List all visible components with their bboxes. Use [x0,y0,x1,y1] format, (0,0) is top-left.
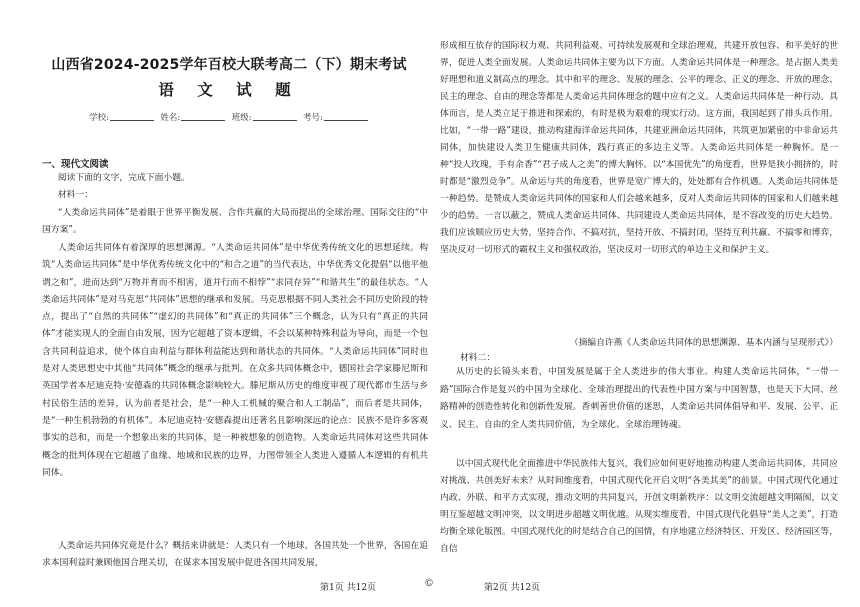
student-info-line [30,111,428,123]
name-blank[interactable] [181,120,225,121]
paragraph-1: “人类命运共同体”是着眼于世界平衡发展、合作共赢的大局而提出的全球治理、国际交往的“中国方案”。 [42,208,428,235]
instruction-text: 阅读下面的文字，完成下面小题。 [57,173,190,183]
paragraph-2: 人类命运共同体有着深厚的思想渊源。“人类命运共同体”是中华优秀传统文化的思想延续。构筑“人类命运共同体”是中华优秀传统文化中的“和合之道”的当代表达，中华优秀文化提倡“以他平他谓之和”，进而达到“万物并育而不相害，道并行而不相悖”“求同存异”“和谐共生”的最佳状态。“人类命运共同体”是对马克思“共同体”思想的继承和发展。马克思根据不同人类社会不同历史阶段的特点，提出了“自然的共同体”“虚幻的共同体”和“真正的共同体”三个概念，认为只有“真正的共同体”才能实现人的全面自由发展，因为它超越了资本逻辑，不会以某种特殊利益为导向，而是一个包含共同利益追求，使个体自由利益与群体利益能达到和谐状态的共同体。“人类命运共同体”同时也是对人类思想史中其他“共同体”概念的继承与批判。在众多共同体概念中，德国社会学家滕尼斯和英国学者本尼迪克特·安德森的共同体概念影响较大。滕尼斯从历史的维度审视了现代都市生活与乡村民俗生活的差异，认为前者是社会，是“一种人工机械的聚合和人工制品”，而后者是共同体，是“一种生机勃勃的有机体”。本尼迪克特·安德森提出还著名且影响深远的论点：民族不是许多客观事实的总和，而是一个想象出来的共同体，是一种被想象的创造物。人类命运共同体对这些共同体概念的批判体现在它超越了血缘、地域和民族的边界，力图带领全人类进入遵循人本逻辑的有机共同体。 [42,243,428,478]
class-label: 班级: [231,113,252,123]
name-label: 姓名: [160,113,181,123]
school-label: 学校: [89,113,110,123]
class-blank[interactable] [253,120,297,121]
exam-subtitle: 语 文 试 题 [158,81,300,99]
right-page-column [440,0,838,607]
left-page-column [30,0,428,607]
copyright-mark: © [424,578,434,589]
paragraph-5: 从历史的长镜头来看，中国发展是属于全人类进步的伟大事业。构建人类命运共同体，“一带一路”国际合作是复兴的中国为全球化、全球治理提出的代表性中国方案与中国智慧，也是天下大同、丝路精神的创造性转化和创新性发展。香刺善世价值的迷思，人类命运共同体倡导和平、发展、公平、正义、民主、自由的全人类共同价值，为全球化、全球治理铸魂。 [440,367,838,430]
material-1-label: 材料一： [57,190,94,200]
paragraph-3: 人类命运共同体究竟是什么？概括来讲就是：人类只有一个地球，各国共处一个世界，各国在追求本国利益时兼顾他国合理关切，在谋求本国发展中促进各国共同发展， [42,541,428,568]
citation: （摘编自许燕《人类命运共同体的思想渊源、基本内涵与呈现形式》） [569,338,838,348]
exam-title: 山西省2024-2025学年百校大联考高二（下）期末考试 [51,57,407,73]
paragraph-6: 以中国式现代化全面推进中华民族伟大复兴，我们应如何更好地推动构建人类命运共同体，共同应对挑战、共创美好未来？从时间维度看，中国式现代化开启文明“各美其美”的前景。中国式现代化通过内政、外联、和平方式实现，推动文明的共同复兴，开创文明新秩序：以文明交流超越文明隔阂，以文明互鉴超越文明冲突，以文明进步超越文明优越。从现实维度看，中国式现代化倡导“美人之美”，打造均衡全球化版图。中国式现代化的时是结合自己的国情，有序地建立经济特区、开发区、经济园区等，自信 [440,459,838,554]
left-page-number: 第1页 共12页 [320,583,377,593]
right-page-number: 第2页 共12页 [484,583,541,593]
exam-number-blank[interactable] [324,120,368,121]
exam-number-label: 考号: [302,113,323,123]
paragraph-4: 形成相互依存的国际权力观、共同利益观、可持续发展观和全球治理观，共建开放包容、和平美好的世界，促进人类全面发展。人类命运共同体主要为以下方面。人类命运共同体是一种理念。是占据人类美好理想和道义制高点的理念。其中和平的理念、发展的理念、公平的理念、正义的理念、开放的理念、民主的理念、自由的理念等都是人类命运共同体理念的题中应有之义。人类命运共同体是一种行动。具体而言，是人类立足于推进和探索的，有时是极为艰难的现实行动。这方面，我国起到了排头兵作用。比如，“一带一路”建设，推动构建海洋命运共同体，共建亚洲命运共同体，共筑更加紧密的中非命运共同体，加快建设人类卫生健康共同体，践行真正的多边主义等。人类命运共同体是一种胸怀。是一种“投人玫瑰，手有余香”“君子成人之美”的博大胸怀。以“本国优先”的角度看，世界是狭小拥挤的，时时都是“激烈竞争”。从命运与共的角度看，世界是宽广博大的，处处都有合作机遇。人类命运共同体是一种趋势。是赞成人类命运共同体的国家和人们会越来越多，反对人类命运共同体的国家和人们越来越少的趋势。一言以蔽之，赞成人类命运共同体、共同建设人类命运共同体，是不容改变的历史大趋势。我们应该顺应历史大势，坚持合作、不搞对抗，坚持开放、不搞封闭，坚持互利共赢、不搞零和博弈，坚决反对一切形式的霸权主义和强权政治，坚决反对一切形式的单边主义和保护主义。 [440,41,838,255]
section-heading: 一、现代文阅读 [42,159,109,170]
school-blank[interactable] [110,120,154,121]
material-2-label: 材料二： [460,353,496,363]
